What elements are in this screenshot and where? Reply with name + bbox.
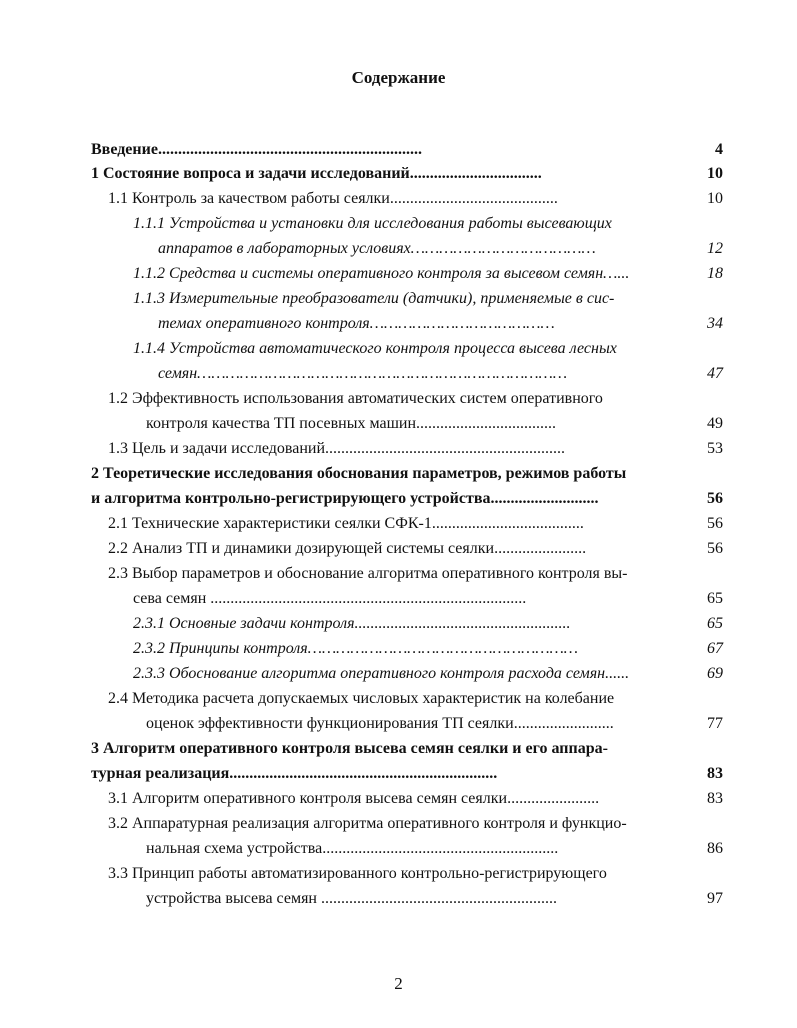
toc-entry-text: 3.2 Аппаратурная реализация алгоритма оперативного контроля и функцио-	[108, 815, 627, 832]
toc-entry-text: нальная схема устройства...........................................................	[146, 840, 559, 857]
toc-entry-page: 12	[707, 240, 723, 257]
toc-entry-page: 97	[707, 890, 723, 907]
toc-entry-page: 69	[707, 665, 723, 682]
toc-entry-text: турная реализация...................................................................	[91, 765, 498, 782]
toc-entry-text: 1.2 Эффективность использования автоматических систем оперативного	[108, 390, 603, 407]
toc-entry-text: 1.3 Цель и задачи исследований............................................................	[108, 440, 566, 457]
toc-entry-text: Введение..................................................................	[91, 141, 422, 158]
toc-entry-page: 56	[707, 540, 723, 557]
toc-entry-page: 83	[707, 765, 723, 782]
toc-entry-text: 3.1 Алгоритм оперативного контроля высева семян сеялки.......................	[108, 790, 600, 807]
toc-entry-text: 1.1 Контроль за качеством работы сеялки..........................................	[108, 190, 558, 207]
toc-entry-text: оценок эффективности функционирования ТП сеялки.........................	[146, 715, 614, 732]
toc-entry-text: и алгоритма контрольно-регистрирующего устройства...........................	[91, 490, 599, 507]
toc-entry-page: 83	[707, 790, 723, 807]
toc-entry-page: 10	[707, 165, 723, 182]
toc-entry-page: 77	[707, 715, 723, 732]
toc-entry-text: 3.3 Принцип работы автоматизированного контрольно-регистрирующего	[108, 865, 607, 882]
toc-entry-text: 2.3.1 Основные задачи контроля......................................................	[133, 615, 571, 632]
toc-entry-text: 2.2 Анализ ТП и динамики дозирующей системы сеялки.......................	[108, 540, 587, 557]
toc-entry-page: 10	[707, 190, 723, 207]
toc-entry-text: темах оперативного контроля…………………………………	[158, 315, 555, 332]
toc-entry-page: 18	[707, 265, 723, 282]
toc-entry-text: 2 Теоретические исследования обоснования параметров, режимов работы	[91, 465, 627, 482]
toc-entry-text: 1.1.3 Измерительные преобразователи (датчики), применяемые в сис-	[133, 290, 615, 307]
page-title: Содержание	[351, 68, 446, 87]
toc-entry-text: 1.1.4 Устройства автоматического контроля процесса высева лесных	[133, 340, 617, 357]
toc-entry-page: 47	[707, 365, 723, 382]
toc-entry-page: 56	[707, 515, 723, 532]
toc-entry-page: 4	[715, 141, 723, 158]
toc-entry-text: 2.3 Выбор параметров и обоснование алгоритма оперативного контроля вы-	[108, 565, 628, 582]
toc-entry-page: 49	[707, 415, 723, 432]
toc-entry-page: 86	[707, 840, 723, 857]
toc-entry-text: семян……………………………………………………………………	[158, 365, 568, 382]
page-number: 2	[394, 974, 403, 993]
toc-entry-text: сева семян ...............................................................................	[133, 590, 527, 607]
toc-entry-text: 2.1 Технические характеристики сеялки СФК-1......................................	[108, 515, 584, 532]
toc-entry-text: устройства высева семян ...........................................................	[146, 890, 557, 907]
toc-entry-page: 65	[707, 590, 723, 607]
toc-entry-page: 67	[707, 640, 723, 657]
toc-entry-text: контроля качества ТП посевных машин...................................	[146, 415, 557, 432]
toc-entry-text: 1.1.1 Устройства и установки для исследования работы высевающих	[133, 215, 612, 232]
toc-entry-text: 2.3.2 Принципы контроля…………………………………………………	[133, 640, 579, 657]
toc-entry-text: 1.1.2 Средства и системы оперативного контроля за высевом семян…...	[133, 265, 630, 282]
toc-entry-text: аппаратов в лабораторных условиях…………………………………	[158, 240, 596, 257]
toc-entry-text: 1 Состояние вопроса и задачи исследований.................................	[91, 165, 542, 182]
toc-entry-text: 2.3.3 Обоснование алгоритма оперативного контроля расхода семян......	[133, 665, 630, 682]
toc-entry-page: 65	[707, 615, 723, 632]
toc-entry-page: 56	[707, 490, 723, 507]
toc-entry-page: 34	[707, 315, 723, 332]
toc-entry-page: 53	[707, 440, 723, 457]
toc-entry-text: 2.4 Методика расчета допускаемых числовых характеристик на колебание	[108, 690, 615, 707]
toc-entry-text: 3 Алгоритм оперативного контроля высева семян сеялки и его аппара-	[91, 740, 608, 757]
